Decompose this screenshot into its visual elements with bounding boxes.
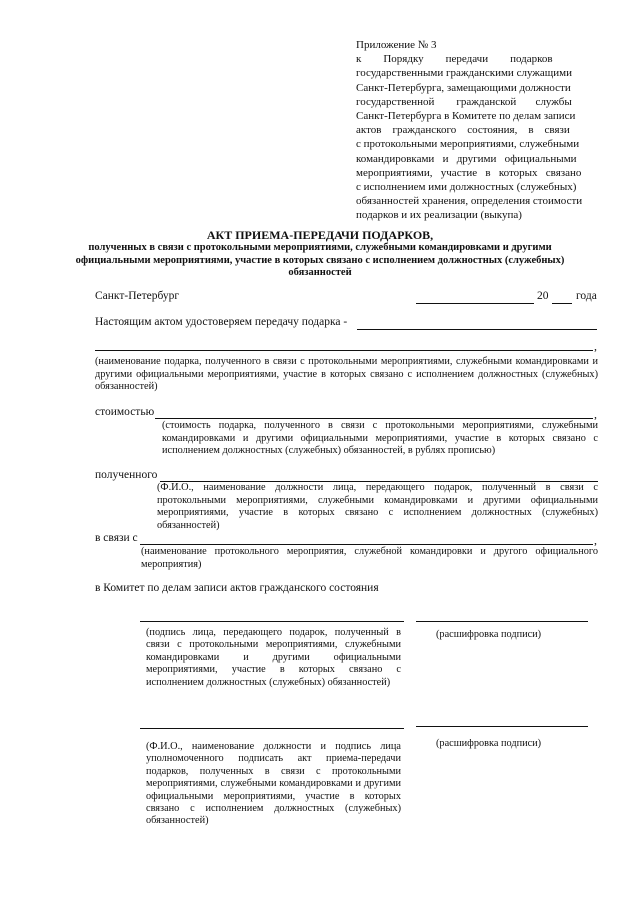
authorized-decode-caption: (расшифровка подписи): [436, 738, 542, 749]
appendix-line: мероприятиями, участие в которых связано: [356, 166, 582, 179]
appendix-line: государственной гражданской службы: [356, 95, 572, 108]
comma: ,: [594, 339, 597, 353]
year-field[interactable]: [552, 303, 572, 304]
year-suffix: года: [576, 290, 597, 302]
appendix-line: Санкт-Петербурга в Комитете по делам записи: [356, 110, 576, 123]
event-caption: (наименование протокольного мероприятия, служебной командировки и другого официального мероприятия): [141, 546, 598, 570]
received-caption: (Ф.И.О., наименование должности лица, передающего подарок, полученный в связи с протокольными мероприятиями, служебными командировками и другими официальными мероприятиями, участие в которых связано с исполнением должностных (служебных) обязанностей): [157, 482, 598, 531]
cost-field[interactable]: [155, 418, 593, 419]
in-connection-label: в связи с: [95, 532, 138, 544]
gift-field-continued[interactable]: [95, 350, 593, 351]
appendix-line: с протокольными мероприятиями, служебными: [356, 138, 580, 151]
appendix-number: Приложение № 3: [356, 39, 437, 51]
authorized-decode-line[interactable]: [416, 726, 588, 727]
authorized-signature-caption: (Ф.И.О., наименование должности и подпись лица уполномоченного подписать акт приема-передачи подарков, полученных в связи с протокольными мероприятиями, служебными командировками и другими официальными мероприятиями, участие в которых связано с исполнением должностных (служебных) обязанностей): [146, 741, 401, 827]
received-label: полученного: [95, 469, 158, 481]
event-field[interactable]: [140, 544, 593, 545]
signature-caption: (подпись лица, передающего подарок, полученный в связи с протокольными мероприятиями, служебными командировками и другими официальными мероприятиями, участие в которых связано с исполнением должностных (служебных) обязанностей): [146, 627, 401, 688]
comma: ,: [594, 407, 597, 421]
appendix-line: обязанностей хранения, определения стоимости: [356, 195, 583, 208]
committee-text: в Комитет по делам записи актов гражданского состояния: [95, 582, 379, 594]
intro-text: Настоящим актом удостоверяем передачу подарка -: [95, 316, 348, 328]
cost-caption: (стоимость подарка, полученного в связи с протокольными мероприятиями, служебными командировками и другими официальными мероприятиями, участие в которых связано с исполнением должностных (служебных) обязанностей, в рублях прописью): [162, 420, 598, 456]
appendix-line: командировками и другими официальными: [356, 152, 577, 165]
cost-label: стоимостью: [95, 406, 155, 418]
document-title: АКТ ПРИЕМА-ПЕРЕДАЧИ ПОДАРКОВ,: [206, 228, 434, 242]
gift-caption: (наименование подарка, полученного в связи с протокольными мероприятиями, служебными командировками и другими официальными мероприятиями, участие в которых связано с исполнением должностных (служебных) обязанностей): [95, 356, 598, 392]
signature-line[interactable]: [140, 621, 404, 622]
appendix-line: Санкт-Петербурга, замещающими должности: [356, 81, 571, 94]
appendix-line: к Порядку передачи подарков: [356, 53, 553, 66]
city-label: Санкт-Петербург: [95, 290, 180, 302]
signature-decode-caption: (расшифровка подписи): [436, 629, 542, 640]
appendix-block: [356, 38, 600, 223]
appendix-line: подарков и их реализации (выкупа): [356, 209, 522, 222]
comma: ,: [594, 533, 597, 547]
appendix-line: с исполнением ими должностных (служебных): [356, 181, 577, 194]
year-prefix: 20: [537, 290, 549, 302]
appendix-line: государственными гражданскими служащими: [356, 67, 572, 80]
document-subtitle: полученных в связи с протокольными мероприятиями, служебными командировками и другими официальными мероприятиями, участие в которых связано с исполнением должностных (служебных) обязанностей: [75, 242, 565, 279]
gift-field[interactable]: [357, 329, 597, 330]
signature-decode-line[interactable]: [416, 621, 588, 622]
date-field[interactable]: [416, 303, 534, 304]
appendix-line: актов гражданского состояния, в связи: [356, 124, 570, 137]
authorized-signature-line[interactable]: [140, 728, 404, 729]
